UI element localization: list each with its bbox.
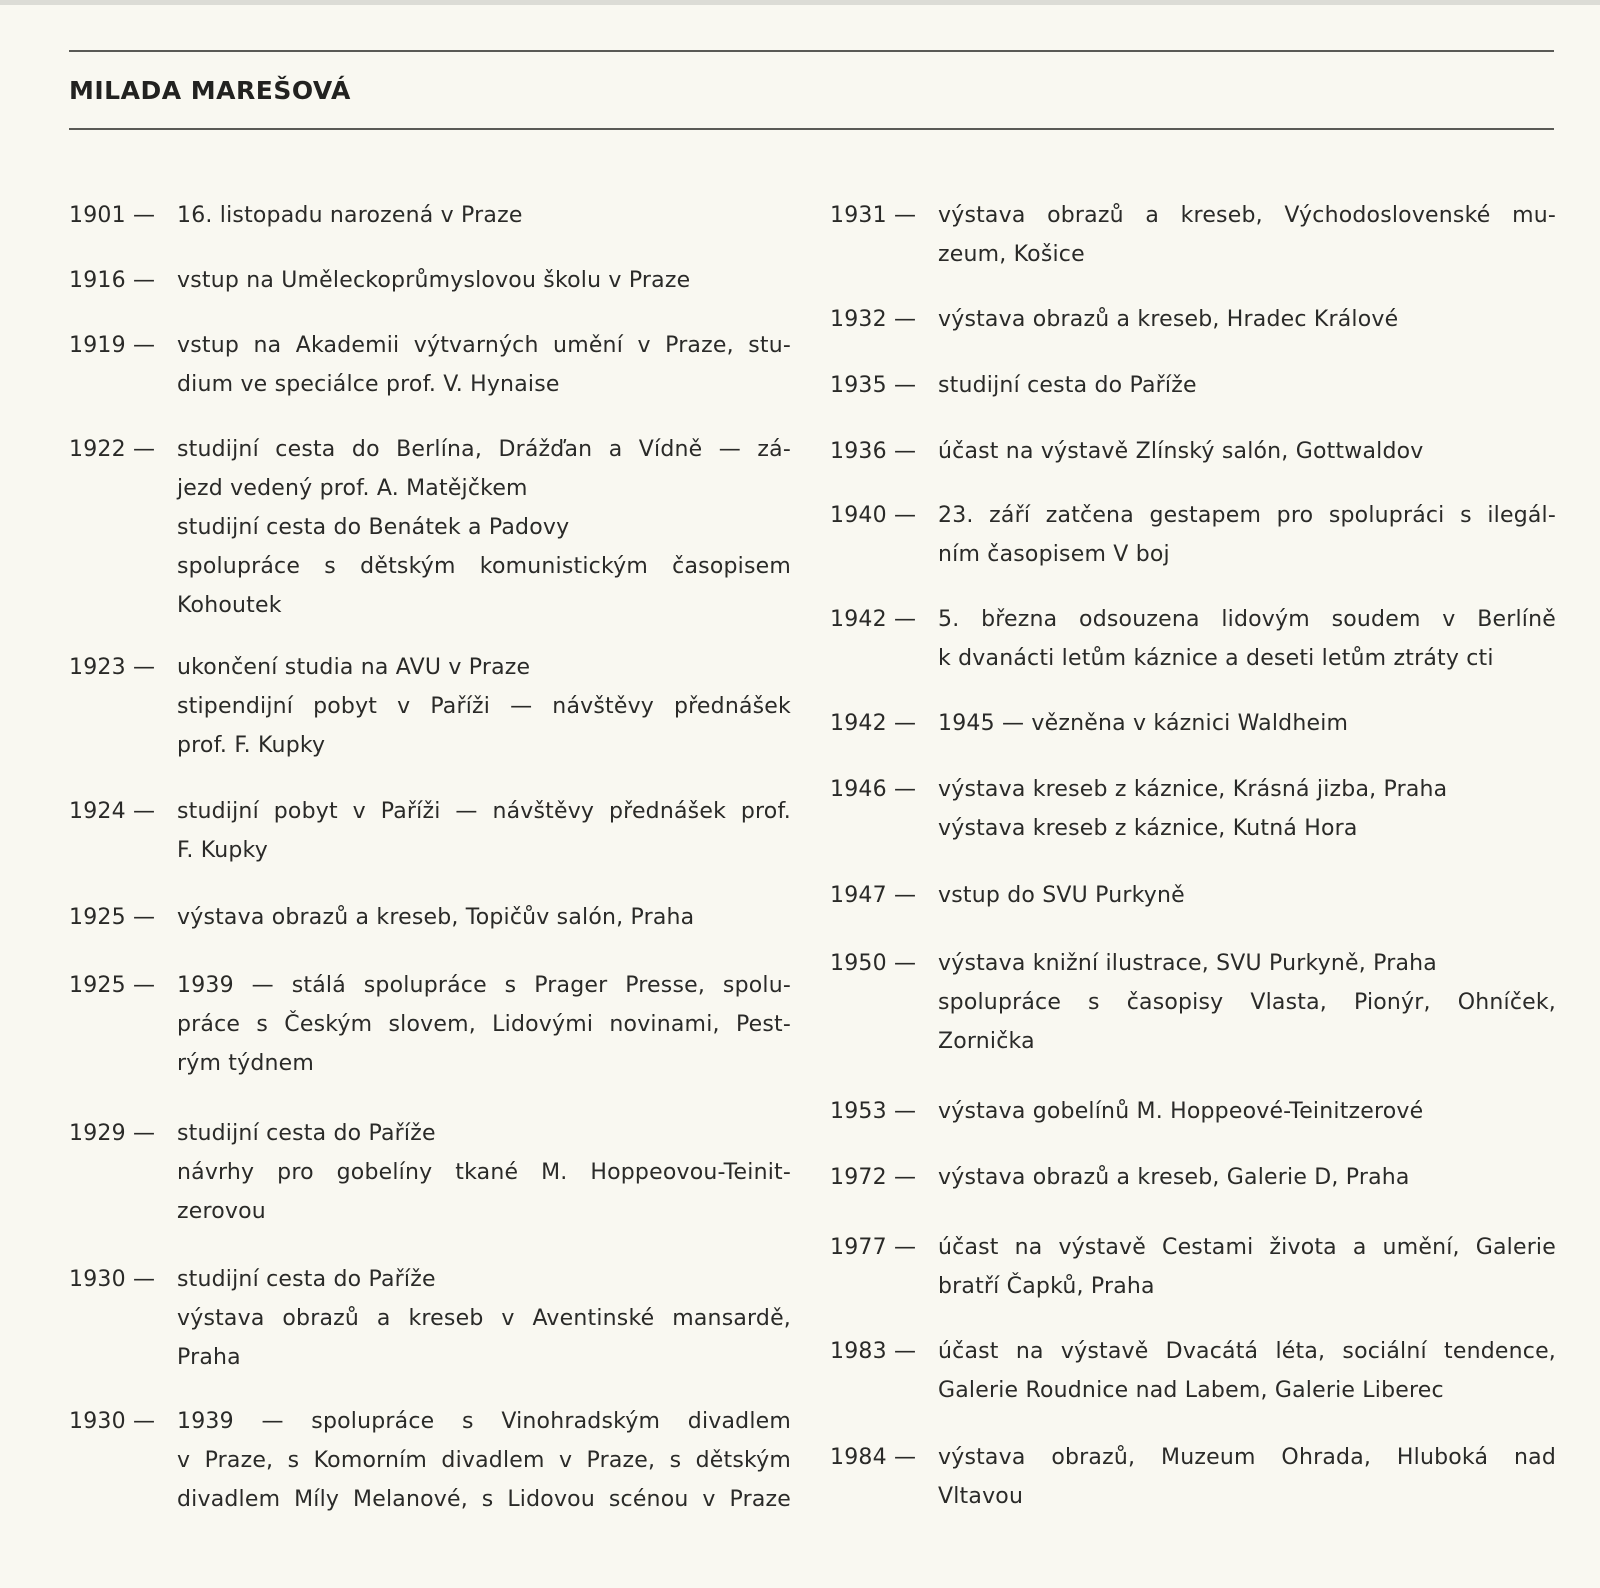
entry-text-line: výstava gobelínů M. Hoppeové-Teinitzerové: [938, 1099, 1424, 1124]
entry-text-line: spolupráce s časopisy Vlasta, Pionýr, Ohníček,: [938, 990, 1556, 1015]
entry-year: 1947 —: [830, 883, 917, 908]
entry-year: 1940 —: [830, 503, 917, 528]
entry-description: [177, 196, 791, 235]
entry-text-line: 1945 — vězněna v káznici Waldheim: [938, 711, 1349, 736]
entry-year: 1924 —: [69, 799, 156, 824]
entry-description: [177, 792, 791, 870]
entry-text-line: k dvanácti letům káznice a deseti letům ztráty cti: [938, 646, 1494, 671]
entry-description: [177, 966, 791, 1083]
entry-text-line: návrhy pro gobelíny tkané M. Hoppeovou-Teinit-: [177, 1160, 791, 1185]
entry-year: 1932 —: [830, 307, 917, 332]
entry-year: 1901 —: [69, 203, 156, 228]
entry-text-line: jezd vedený prof. A. Matějčkem: [177, 476, 528, 501]
header-rule-bottom: [69, 128, 1554, 130]
entry-text-line: vstup do SVU Purkyně: [938, 883, 1185, 908]
entry-text-line: výstava kreseb z káznice, Krásná jizba, Praha: [938, 777, 1448, 802]
entry-text-line: Praha: [177, 1345, 241, 1370]
entry-description: [177, 648, 791, 765]
entry-description: [938, 1158, 1556, 1197]
entry-text-line: studijní cesta do Paříže: [938, 373, 1197, 398]
entry-description: [177, 898, 791, 937]
entry-text-line: práce s Českým slovem, Lidovými novinami, Pest-: [177, 1012, 791, 1037]
entry-text-line: 16. listopadu narozená v Praze: [177, 203, 523, 228]
entry-text-line: Zornička: [938, 1029, 1035, 1054]
entry-text-line: vstup na Akademii výtvarných umění v Praze, stu-: [177, 333, 791, 358]
entry-text-line: výstava obrazů a kreseb, Galerie D, Praha: [938, 1165, 1410, 1190]
entry-text-line: ukončení studia na AVU v Praze: [177, 655, 531, 680]
entry-description: [938, 496, 1556, 574]
entry-year: 1977 —: [830, 1235, 917, 1260]
entry-description: [938, 600, 1556, 678]
entry-description: [938, 770, 1556, 848]
entry-description: [938, 1228, 1556, 1306]
entry-text-line: výstava obrazů a kreseb, Východoslovenské mu-: [938, 203, 1556, 228]
entry-text-line: 23. září zatčena gestapem pro spolupráci s ilegál-: [938, 503, 1556, 528]
entry-text-line: výstava obrazů, Muzeum Ohrada, Hluboká nad: [938, 1445, 1556, 1470]
entry-text-line: vstup na Uměleckoprůmyslovou školu v Praze: [177, 268, 691, 293]
entry-year: 1950 —: [830, 951, 917, 976]
entry-year: 1930 —: [69, 1267, 156, 1292]
page-title: MILADA MAREŠOVÁ: [69, 76, 351, 105]
entry-description: [177, 1114, 791, 1231]
entry-text-line: studijní cesta do Berlína, Drážďan a Vídně — zá-: [177, 437, 791, 462]
entry-description: [938, 944, 1556, 1061]
entry-description: [177, 1402, 791, 1519]
entry-description: [938, 1438, 1556, 1516]
entry-text-line: zerovou: [177, 1199, 266, 1224]
entry-description: [938, 432, 1556, 471]
entry-text-line: Kohoutek: [177, 593, 282, 618]
entry-year: 1942 —: [830, 711, 917, 736]
entry-description: [177, 1260, 791, 1377]
entry-text-line: 1939 — stálá spolupráce s Prager Presse, spolu-: [177, 973, 791, 998]
entry-year: 1925 —: [69, 973, 156, 998]
entry-year: 1931 —: [830, 203, 917, 228]
entry-year: 1946 —: [830, 777, 917, 802]
entry-description: [177, 261, 791, 300]
entry-text-line: účast na výstavě Cestami života a umění, Galerie: [938, 1235, 1556, 1260]
entry-year: 1953 —: [830, 1099, 917, 1124]
entry-text-line: Vltavou: [938, 1484, 1024, 1509]
entry-text-line: studijní cesta do Benátek a Padovy: [177, 515, 570, 540]
entry-year: 1922 —: [69, 437, 156, 462]
entry-year: 1916 —: [69, 268, 156, 293]
entry-text-line: prof. F. Kupky: [177, 733, 326, 758]
entry-text-line: stipendijní pobyt v Paříži — návštěvy přednášek: [177, 694, 791, 719]
entry-text-line: F. Kupky: [177, 838, 268, 863]
entry-text-line: účast na výstavě Zlínský salón, Gottwaldov: [938, 439, 1424, 464]
entry-year: 1930 —: [69, 1409, 156, 1434]
entry-text-line: studijní pobyt v Paříži — návštěvy přednášek prof.: [177, 799, 791, 824]
entry-text-line: spolupráce s dětským komunistickým časopisem: [177, 554, 791, 579]
entry-text-line: v Praze, s Komorním divadlem v Praze, s dětským: [177, 1448, 791, 1473]
entry-description: [938, 300, 1556, 339]
entry-text-line: divadlem Míly Melanové, s Lidovou scénou v Praze: [177, 1487, 791, 1512]
entry-text-line: výstava knižní ilustrace, SVU Purkyně, Praha: [938, 951, 1437, 976]
entry-year: 1929 —: [69, 1121, 156, 1146]
entry-year: 1919 —: [69, 333, 156, 358]
entry-text-line: účast na výstavě Dvacátá léta, sociální tendence,: [938, 1339, 1556, 1364]
entry-year: 1925 —: [69, 905, 156, 930]
entry-text-line: dium ve speciálce prof. V. Hynaise: [177, 372, 560, 397]
entry-text-line: výstava obrazů a kreseb, Hradec Králové: [938, 307, 1399, 332]
entry-text-line: 5. března odsouzena lidovým soudem v Berlíně: [938, 607, 1556, 632]
entry-year: 1972 —: [830, 1165, 917, 1190]
entry-text-line: výstava obrazů a kreseb, Topičův salón, Praha: [177, 905, 695, 930]
entry-description: [938, 1092, 1556, 1131]
entry-text-line: zeum, Košice: [938, 242, 1085, 267]
entry-year: 1923 —: [69, 655, 156, 680]
entry-text-line: Galerie Roudnice nad Labem, Galerie Liberec: [938, 1378, 1444, 1403]
entry-text-line: 1939 — spolupráce s Vinohradským divadlem: [177, 1409, 791, 1434]
entry-text-line: rým týdnem: [177, 1051, 315, 1076]
entry-description: [938, 876, 1556, 915]
entry-text-line: ním časopisem V boj: [938, 542, 1170, 567]
entry-year: 1942 —: [830, 607, 917, 632]
entry-description: [177, 430, 791, 625]
entry-year: 1935 —: [830, 373, 917, 398]
entry-description: [938, 1332, 1556, 1410]
entry-text-line: bratří Čapků, Praha: [938, 1274, 1155, 1299]
entry-year: 1984 —: [830, 1445, 917, 1470]
entry-description: [177, 326, 791, 404]
entry-description: [938, 704, 1556, 743]
entry-text-line: studijní cesta do Paříže: [177, 1121, 436, 1146]
entry-text-line: výstava obrazů a kreseb v Aventinské mansardě,: [177, 1306, 791, 1331]
entry-description: [938, 196, 1556, 274]
entry-text-line: studijní cesta do Paříže: [177, 1267, 436, 1292]
entry-description: [938, 366, 1556, 405]
header-rule-top: [69, 50, 1554, 52]
entry-year: 1936 —: [830, 439, 917, 464]
entry-year: 1983 —: [830, 1339, 917, 1364]
entry-text-line: výstava kreseb z káznice, Kutná Hora: [938, 816, 1358, 841]
